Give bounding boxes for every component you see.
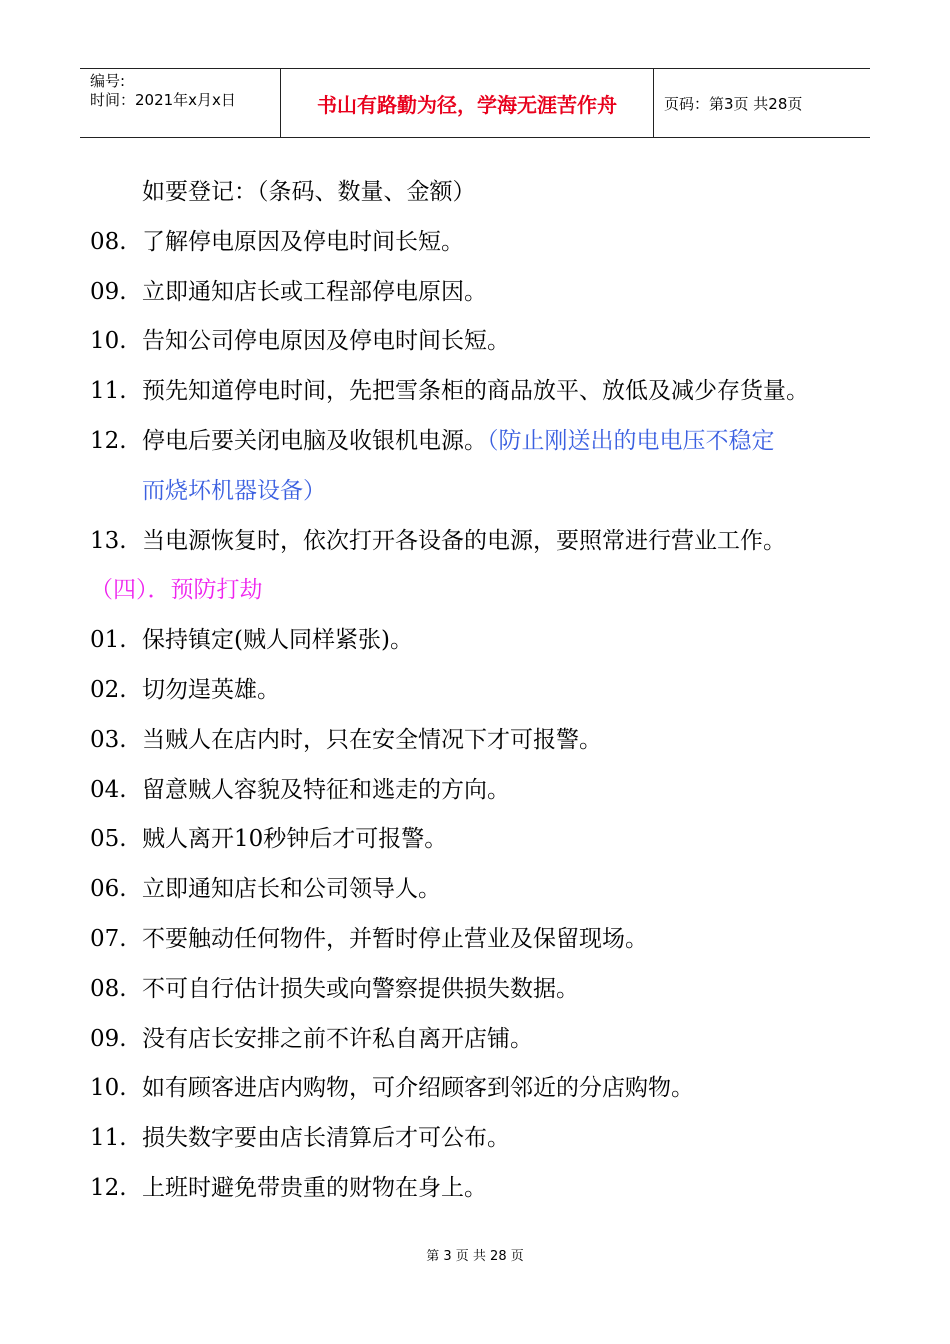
list-item: 05. 贼人离开10秒钟后才可报警。: [90, 826, 448, 853]
document-body: [90, 168, 890, 1214]
list-item: 08. 不可自行估计损失或向警察提供损失数据。: [90, 975, 579, 1002]
serial-label: 编号:: [90, 72, 126, 90]
page-header: [80, 68, 870, 138]
note-text: 而烧坏机器设备）: [142, 477, 326, 504]
list-item: 11. 损失数字要由店长清算后才可公布。: [90, 1125, 510, 1152]
list-item: 10. 告知公司停电原因及停电时间长短。: [90, 328, 510, 355]
list-item: 09. 立即通知店长或工程部停电原因。: [90, 278, 487, 305]
list-item: 04. 留意贼人容貌及特征和逃走的方向。: [90, 776, 510, 803]
section-heading: （四）．预防打劫: [90, 577, 263, 604]
list-item: 01. 保持镇定(贼人同样紧张)。: [90, 627, 413, 654]
list-item: 06. 立即通知店长和公司领导人。: [90, 876, 441, 903]
list-item: 03. 当贼人在店内时，只在安全情况下才可报警。: [90, 726, 602, 753]
list-item: 02. 切勿逞英雄。: [90, 676, 280, 703]
list-item-continuation: [90, 467, 890, 517]
page-footer: 第 3 页 共 28 页: [426, 1249, 524, 1264]
list-item: 08. 了解停电原因及停电时间长短。: [90, 228, 464, 255]
list-item: 09. 没有店长安排之前不许私自离开店铺。: [90, 1025, 533, 1052]
list-item: 10. 如有顾客进店内购物，可介绍顾客到邻近的分店购物。: [90, 1075, 694, 1102]
note-text: （防止刚送出的电电压不稳定: [487, 427, 775, 454]
list-item: 13. 当电源恢复时，依次打开各设备的电源，要照常进行营业工作。: [90, 527, 786, 554]
list-item: 12. 停电后要关闭电脑及收银机电源。（防止刚送出的电电压不稳定: [90, 427, 775, 454]
header-page-info: 页码：第3页 共28页: [664, 94, 803, 113]
list-item: 07. 不要触动任何物件，并暂时停止营业及保留现场。: [90, 925, 648, 952]
list-item: 11. 预先知道停电时间，先把雪条柜的商品放平、放低及减少存货量。: [90, 378, 809, 405]
list-item: 如要登记：（条码、数量、金额）: [142, 179, 476, 205]
header-meta: [80, 69, 281, 137]
time-label: 时间：2021年x月x日: [90, 91, 236, 109]
header-motto: 书山有路勤为径，学海无涯苦作舟: [281, 69, 654, 137]
list-item: 12. 上班时避免带贵重的财物在身上。: [90, 1174, 487, 1201]
